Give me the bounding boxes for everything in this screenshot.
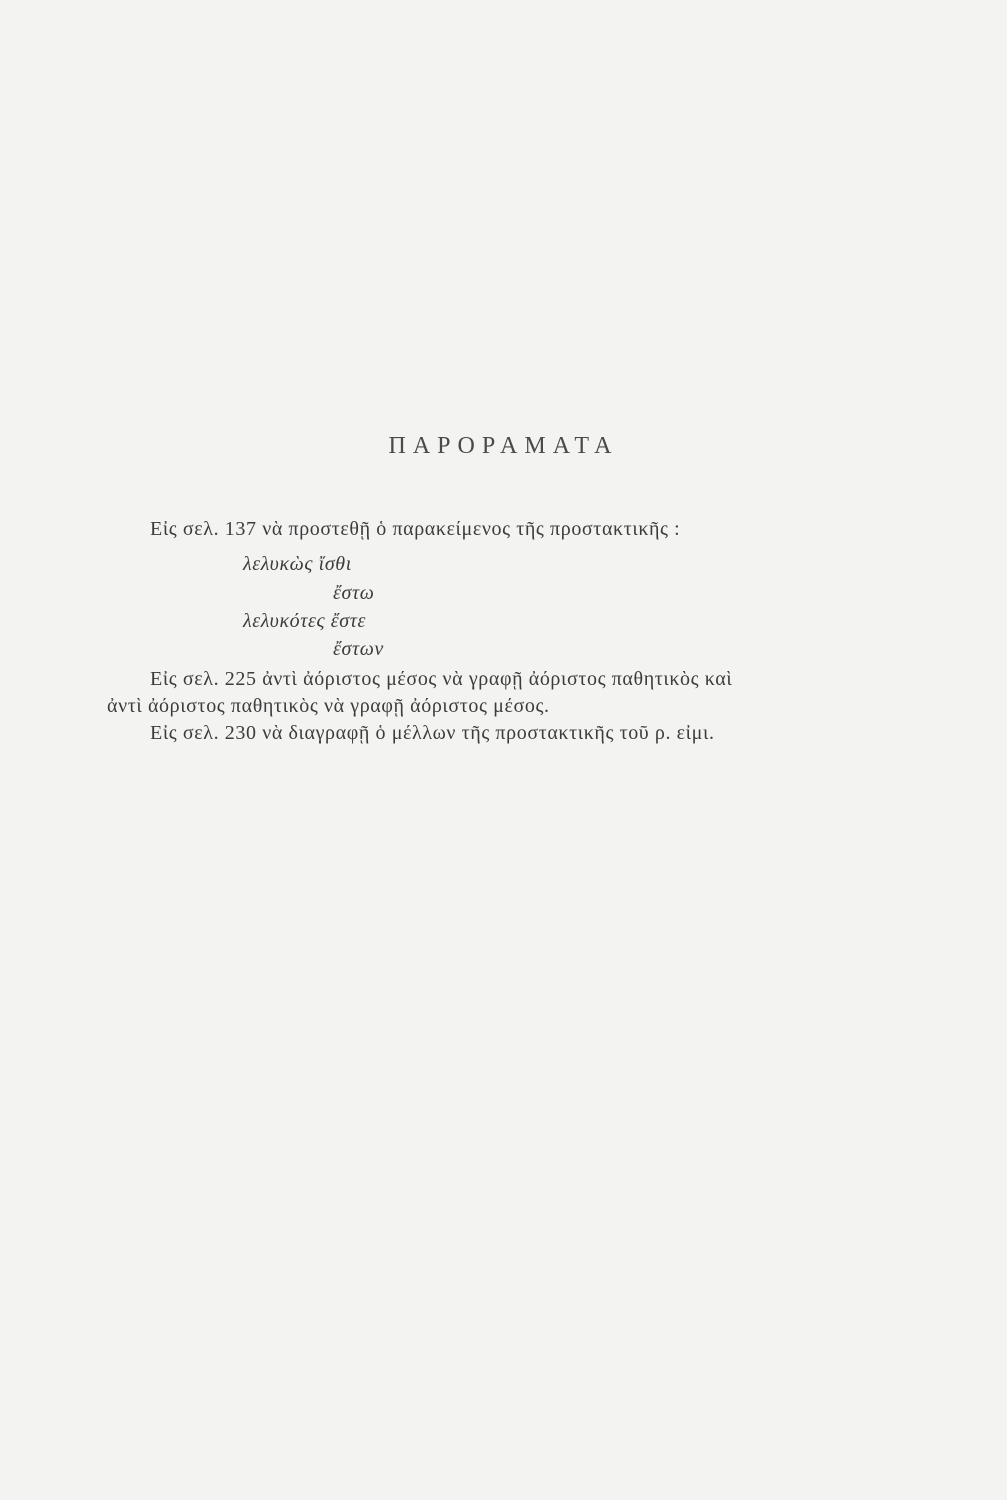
errata-entry-page-225: Εἰς σελ. 225 ἀντὶ ἀόριστος μέσος νὰ γραφῇ ἀόριστος παθητικὸς καὶ — [150, 668, 733, 690]
inserted-form-line-2: ἔστω — [333, 582, 375, 604]
inserted-form-line-3: λελυκότες ἔστε — [243, 610, 366, 632]
errata-entry-page-137: Εἰς σελ. 137 νὰ προστεθῇ ὁ παρακείμενος τῆς προστακτικῆς : — [150, 518, 681, 540]
page-title: ΠΑΡΟΡΑΜΑΤΑ — [388, 433, 619, 459]
errata-entry-page-225-continued: ἀντὶ ἀόριστος παθητικὸς νὰ γραφῇ ἀόριστος μέσος. — [107, 695, 550, 717]
inserted-form-line-4: ἔστων — [333, 638, 384, 660]
errata-entry-page-230: Εἰς σελ. 230 νὰ διαγραφῇ ὁ μέλλων τῆς προστακτικῆς τοῦ ρ. εἰμι. — [150, 722, 715, 744]
inserted-form-line-1: λελυκὼς ἴσθι — [243, 553, 352, 575]
